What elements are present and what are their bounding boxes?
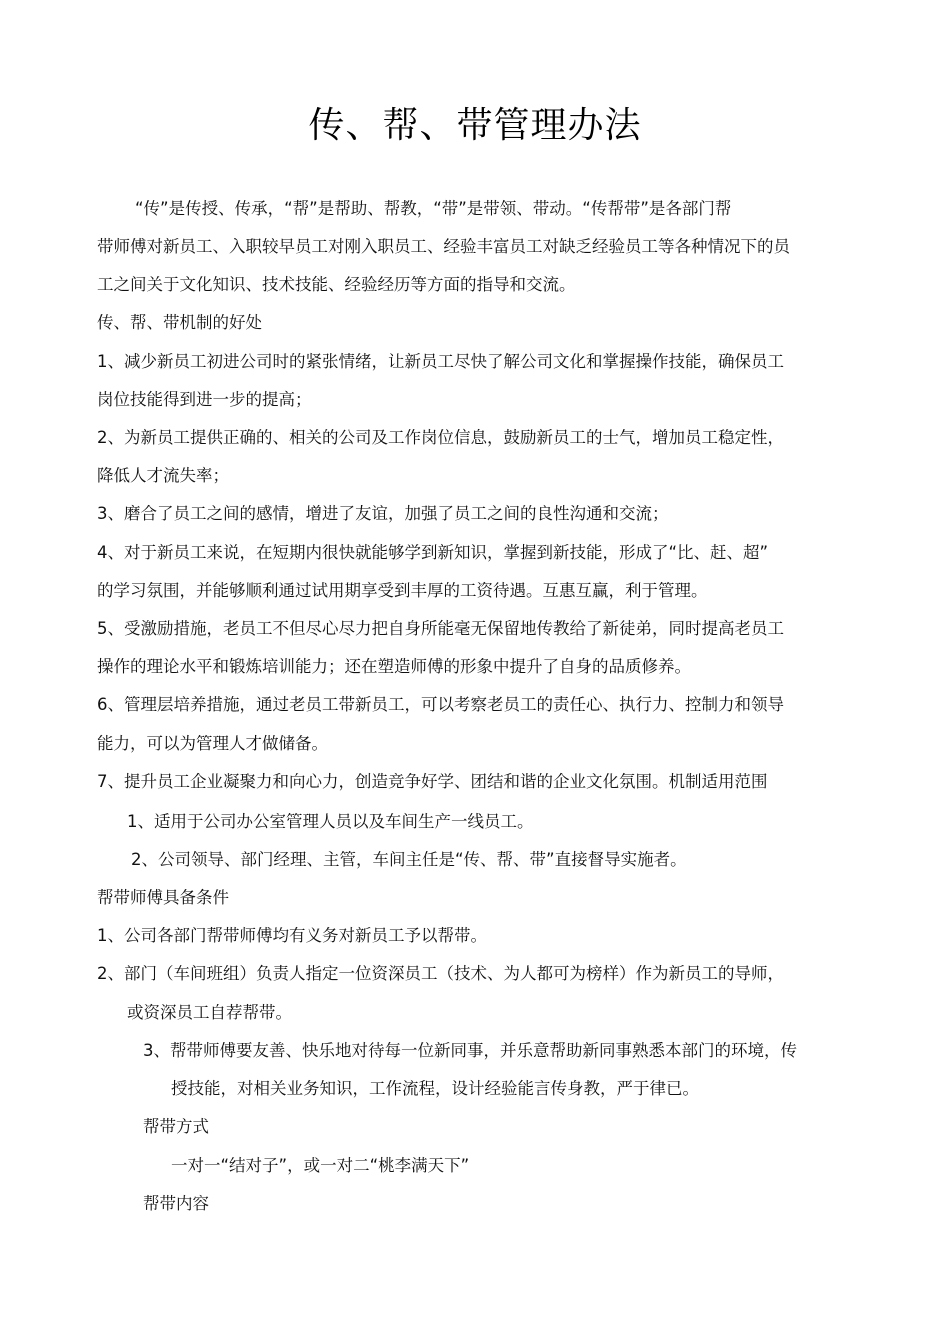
section-heading-benefits: 传、帮、带机制的好处 (97, 313, 262, 332)
mentor-condition-3-cont: 授技能，对相关业务知识，工作流程，设计经验能言传身教，严于律已。 (171, 1079, 699, 1098)
benefit-item-4-cont: 的学习氛围，并能够顺利通过试用期享受到丰厚的工资待遇。互惠互赢，利于管理。 (97, 581, 708, 600)
scope-item-1: 1、适用于公司办公室管理人员以及车间生产一线员工。 (127, 812, 534, 831)
benefit-item-3: 3、磨合了员工之间的感情，增进了友谊，加强了员工之间的良性沟通和交流； (97, 504, 669, 523)
section-heading-content: 帮带内容 (143, 1194, 209, 1213)
benefit-item-2-cont: 降低人才流失率； (97, 466, 229, 485)
mentor-condition-3: 3、帮带师傅要友善、快乐地对待每一位新同事，并乐意帮助新同事熟悉本部门的环境，传 (143, 1041, 797, 1060)
benefit-item-4: 4、对于新员工来说，在短期内很快就能够学到新知识，掌握到新技能，形成了“比、赶、超” (97, 543, 769, 562)
benefit-item-2: 2、为新员工提供正确的、相关的公司及工作岗位信息，鼓励新员工的士气，增加员工稳定性， (97, 428, 784, 447)
method-text: 一对一“结对子”，或一对二“桃李满天下” (171, 1156, 470, 1175)
benefit-item-1: 1、减少新员工初进公司时的紧张情绪，让新员工尽快了解公司文化和掌握操作技能，确保员工 (97, 352, 784, 371)
benefit-item-7: 7、提升员工企业凝聚力和向心力，创造竞争好学、团结和谐的企业文化氛围。机制适用范围 (97, 772, 768, 791)
mentor-condition-2-cont: 或资深员工自荐帮带。 (127, 1003, 292, 1022)
intro-line: “传”是传授、传承，“帮”是帮助、帮教，“带”是带领、带动。“传帮带”是各部门帮 (135, 199, 732, 218)
benefit-item-5: 5、受激励措施，老员工不但尽心尽力把自身所能毫无保留地传教给了新徒弟，同时提高老员工 (97, 619, 784, 638)
scope-item-2: 2、公司领导、部门经理、主管，车间主任是“传、帮、带”直接督导实施者。 (131, 850, 687, 869)
mentor-condition-2: 2、部门（车间班组）负责人指定一位资深员工（技术、为人都可为榜样）作为新员工的导师， (97, 964, 784, 983)
section-heading-method: 帮带方式 (143, 1117, 209, 1136)
benefit-item-6: 6、管理层培养措施，通过老员工带新员工，可以考察老员工的责任心、执行力、控制力和领导 (97, 695, 784, 714)
benefit-item-6-cont: 能力，可以为管理人才做储备。 (97, 734, 328, 753)
benefit-item-5-cont: 操作的理论水平和锻炼培训能力；还在塑造师傅的形象中提升了自身的品质修养。 (97, 657, 691, 676)
page-title: 传、帮、带管理办法 (308, 105, 642, 146)
benefit-item-1-cont: 岗位技能得到进一步的提高； (97, 390, 312, 409)
intro-line: 带师傅对新员工、入职较早员工对刚入职员工、经验丰富员工对缺乏经验员工等各种情况下的员 (97, 237, 790, 256)
intro-line: 工之间关于文化知识、技术技能、经验经历等方面的指导和交流。 (97, 275, 576, 294)
mentor-condition-1: 1、公司各部门帮带师傅均有义务对新员工予以帮带。 (97, 926, 487, 945)
section-heading-mentor: 帮带师傅具备条件 (97, 888, 229, 907)
